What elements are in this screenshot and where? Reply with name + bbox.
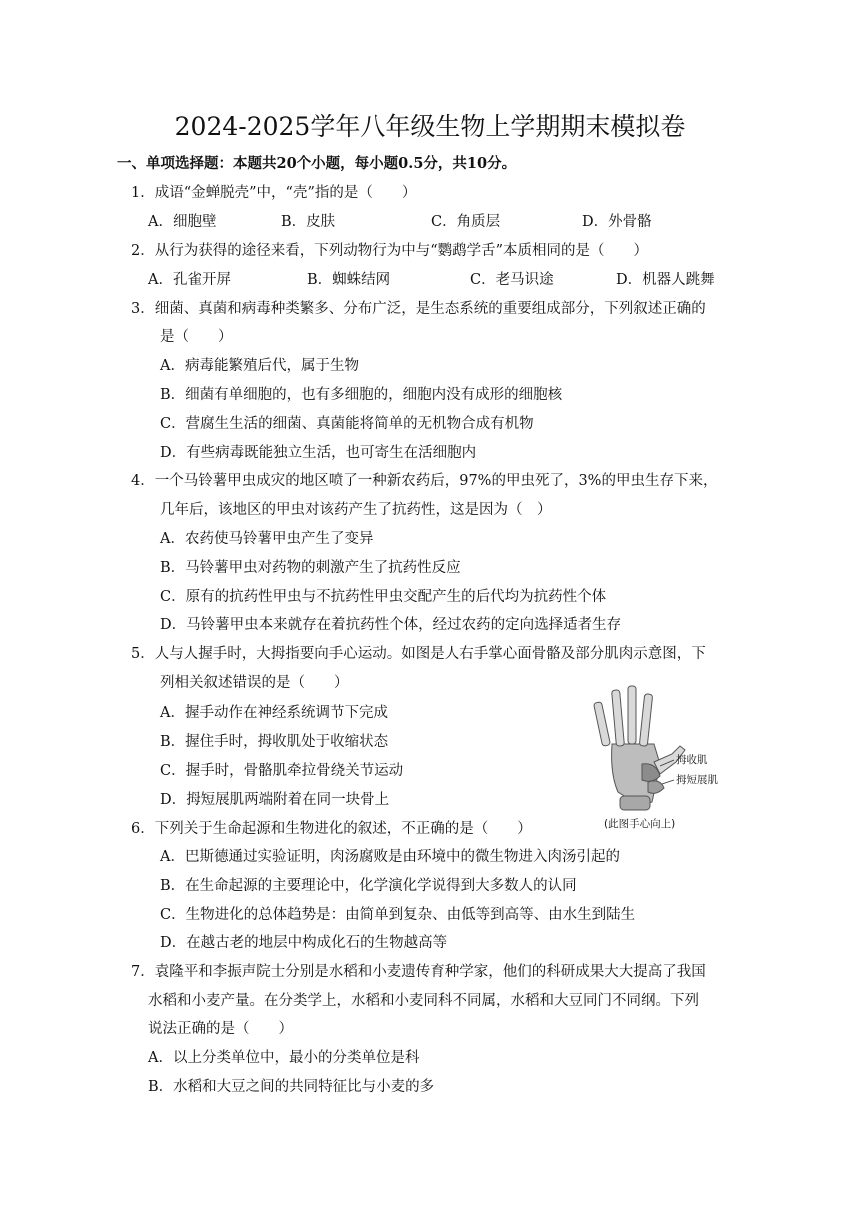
figure-label-adductor: 拇收肌 [676, 754, 708, 766]
question-6-option-b: B．在生命起源的主要理论中，化学演化学说得到大多数人的认同 [160, 878, 577, 894]
question-3-option-b: B．细菌有单细胞的，也有多细胞的，细胞内没有成形的细胞核 [160, 387, 563, 403]
question-2-option-b: B．蜘蛛结网 [307, 272, 391, 288]
question-1-stem: 1．成语“金蝉脱壳”中，“壳”指的是（ ） [131, 185, 417, 201]
figure-caption: (此图手心向上) [604, 818, 676, 830]
hand-skeleton-illustration [590, 684, 730, 814]
page-title: 2024-2025学年八年级生物上学期期末模拟卷 [174, 112, 686, 141]
question-5-option-b: B．握住手时，拇收肌处于收缩状态 [160, 734, 389, 750]
question-2-option-a: A．孔雀开屏 [148, 272, 231, 288]
question-7-stem-cont-1: 水稻和小麦产量。在分类学上，水稻和小麦同科不同属，水稻和大豆同门不同纲。下列 [148, 993, 699, 1009]
question-5-option-a: A．握手动作在神经系统调节下完成 [160, 705, 388, 721]
question-2-option-d: D．机器人跳舞 [616, 272, 715, 288]
question-6-option-a: A．巴斯德通过实验证明，肉汤腐败是由环境中的微生物进入肉汤引起的 [160, 849, 620, 865]
question-1-option-a: A．细胞壁 [148, 214, 217, 230]
question-7-stem: 7．袁隆平和李振声院士分别是水稻和小麦遗传育种学家，他们的科研成果大大提高了我国 [131, 964, 706, 980]
question-4-option-d: D．马铃薯甲虫本来就存在着抗药性个体，经过农药的定向选择适者生存 [160, 617, 622, 633]
question-5-stem-cont: 列相关叙述错误的是（ ） [160, 675, 349, 691]
question-2-stem: 2．从行为获得的途径来看，下列动物行为中与“鹦鹉学舌”本质相同的是（ ） [131, 243, 649, 259]
question-6-option-d: D．在越古老的地层中构成化石的生物越高等 [160, 935, 448, 951]
question-2-option-c: C．老马识途 [470, 272, 554, 288]
question-7-stem-cont-2: 说法正确的是（ ） [148, 1021, 293, 1037]
question-5-option-d: D．拇短展肌两端附着在同一块骨上 [160, 792, 390, 808]
hand-skeleton-figure [590, 684, 730, 830]
question-3-option-d: D．有些病毒既能独立生活，也可寄生在活细胞内 [160, 445, 477, 461]
section-heading: 一、单项选择题：本题共20个小题，每小题0.5分，共10分。 [117, 155, 517, 172]
question-1-option-d: D．外骨骼 [582, 214, 652, 230]
question-4-option-c: C．原有的抗药性甲虫与不抗药性甲虫交配产生的后代均为抗药性个体 [160, 589, 607, 605]
question-5-stem: 5．人与人握手时，大拇指要向手心运动。如图是人右手掌心面骨骼及部分肌肉示意图，下 [131, 646, 706, 662]
question-4-option-a: A．农药使马铃薯甲虫产生了变异 [160, 531, 374, 547]
question-3-stem: 3．细菌、真菌和病毒种类繁多、分布广泛，是生态系统的重要组成部分，下列叙述正确的 [131, 301, 706, 317]
question-3-option-c: C．营腐生生活的细菌、真菌能将简单的无机物合成有机物 [160, 416, 534, 432]
question-7-option-a: A．以上分类单位中，最小的分类单位是科 [148, 1050, 420, 1066]
question-1-option-c: C．角质层 [431, 214, 501, 230]
question-4-option-b: B．马铃薯甲虫对药物的刺激产生了抗药性反应 [160, 560, 461, 576]
question-4-stem-cont: 几年后，该地区的甲虫对该药产生了抗药性，这是因为（ ） [160, 502, 552, 518]
question-1-option-b: B．皮肤 [281, 214, 336, 230]
question-3-option-a: A．病毒能繁殖后代，属于生物 [160, 358, 359, 374]
question-3-stem-cont: 是（ ） [160, 329, 233, 345]
question-5-option-c: C．握手时，骨骼肌牵拉骨绕关节运动 [160, 763, 404, 779]
question-6-stem: 6．下列关于生命起源和生物进化的叙述，不正确的是（ ） [131, 821, 532, 837]
question-4-stem: 4．一个马铃薯甲虫成灾的地区喷了一种新农药后，97%的甲虫死了，3%的甲虫生存下来， [131, 473, 718, 489]
question-6-option-c: C．生物进化的总体趋势是：由简单到复杂、由低等到高等、由水生到陆生 [160, 907, 636, 923]
question-7-option-b: B．水稻和大豆之间的共同特征比与小麦的多 [148, 1079, 435, 1095]
figure-label-abductor: 拇短展肌 [676, 774, 718, 786]
